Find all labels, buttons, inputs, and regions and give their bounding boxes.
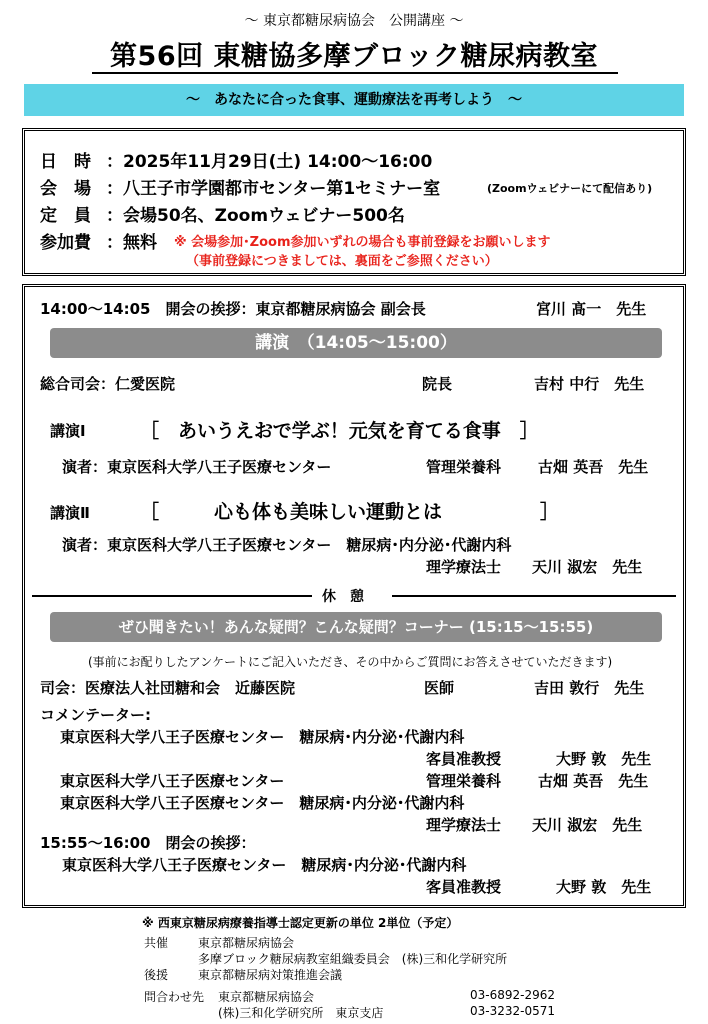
qa-corner-bar: ぜひ聞きたい！あんな疑問？こんな疑問？コーナー (15:15～15:55): [50, 612, 662, 642]
break-label: 休 憩: [322, 589, 364, 605]
support-label: 後援: [144, 968, 169, 982]
date-label: 日 時: [40, 152, 91, 172]
contact-label: 問合わせ先: [144, 990, 205, 1004]
closing-org: 東京医科大学八王子医療センター 糖尿病･内分泌･代謝内科: [62, 856, 467, 874]
venue-label: 会 場: [40, 179, 91, 199]
contact2-phone: 03-3232-0571: [470, 1004, 556, 1018]
closing-label: 15:55～16:00 閉会の挨拶：: [40, 834, 256, 852]
lecture1-label: 講演Ⅰ: [50, 422, 86, 440]
lecture2-name: 天川 淑宏 先生: [532, 558, 643, 576]
commentator2-name: 古畑 英吾 先生: [538, 772, 649, 790]
commentator3-role: 理学療法士: [426, 816, 502, 834]
lecture2-label: 講演Ⅱ: [50, 504, 90, 522]
moderator-name: 吉村 中行 先生: [534, 375, 645, 393]
fee-label: 参加費: [40, 233, 91, 253]
venue-value: ：八王子市学園都市センター第1セミナー室: [106, 179, 441, 199]
host-label: 共催: [144, 936, 169, 950]
qa-mc-label: 司会：医療法人社団糖和会 近藤医院: [40, 679, 296, 697]
commentator2-org: 東京医科大学八王子医療センター: [60, 772, 285, 790]
commentator1-role: 客員准教授: [426, 750, 502, 768]
capacity-value: ：会場50名、Zoomウェビナー500名: [106, 206, 405, 226]
venue-note: (Zoomウェビナーにて配信あり): [487, 182, 653, 195]
break-rule-left: [32, 595, 312, 597]
lecture1-speaker: 演者：東京医科大学八王子医療センター: [62, 458, 332, 476]
contact1-phone: 03-6892-2962: [470, 988, 556, 1002]
fee-value: ：無料: [106, 233, 157, 253]
commentator-label: コメンテーター:: [40, 706, 151, 724]
qa-mc-title: 医師: [424, 679, 455, 697]
host-line-1: 東京都糖尿病協会: [198, 936, 295, 950]
lecture1-dept: 管理栄養科: [426, 458, 502, 476]
opening-speaker: 宮川 髙一 先生: [536, 300, 647, 318]
lecture-section-bar: 講演 （14:05～15:00）: [50, 328, 662, 358]
lecture2-bracket-open: ［: [140, 501, 160, 523]
closing-name: 大野 敦 先生: [556, 878, 652, 896]
opening-line: 14:00～14:05 開会の挨拶：東京都糖尿病協会 副会長: [40, 300, 426, 318]
contact2-org: (株)三和化学研究所 東京支店: [218, 1006, 384, 1020]
date-value: ：2025年11月29日(土) 14:00～16:00: [106, 152, 433, 172]
support-line-1: 東京都糖尿病対策推進会議: [198, 968, 343, 982]
contact1-org: 東京都糖尿病協会: [218, 990, 315, 1004]
commentator2-dept: 管理栄養科: [426, 772, 502, 790]
title-underline: [92, 72, 618, 74]
qa-mc-name: 吉田 敦行 先生: [534, 679, 645, 697]
fee-note-2: （事前登録につきましては、裏面をご参照ください）: [186, 254, 498, 269]
break-rule-right: [392, 595, 676, 597]
page-title: 第56回 東糖協多摩ブロック糖尿病教室: [110, 41, 598, 72]
lecture1-name: 古畑 英吾 先生: [538, 458, 649, 476]
qa-corner-note: (事前にお配りしたアンケートにご記入いただき、その中からご質問にお答えさせていただきます): [88, 655, 613, 669]
lecture1-title: ［ あいうえおで学ぶ！元気を育てる食事 ］: [140, 420, 539, 442]
commentator1-org: 東京医科大学八王子医療センター 糖尿病･内分泌･代謝内科: [60, 728, 465, 746]
lecture2-title: 心も体も美味しい運動とは: [214, 501, 443, 523]
commentator1-name: 大野 敦 先生: [556, 750, 652, 768]
subtitle-banner: ～ あなたに合った食事、運動療法を再考しよう ～: [24, 84, 684, 116]
lecture2-bracket-close: ］: [540, 501, 560, 523]
commentator3-org: 東京医科大学八王子医療センター 糖尿病･内分泌･代謝内科: [60, 794, 465, 812]
series-label: ～ 東京都糖尿病協会 公開講座 ～: [244, 13, 464, 29]
fee-note-1: ※ 会場参加･Zoom参加いずれの場合も事前登録をお願いします: [174, 235, 551, 250]
commentator3-name: 天川 淑宏 先生: [532, 816, 643, 834]
host-line-2: 多摩ブロック糖尿病教室組織委員会 (株)三和化学研究所: [198, 952, 508, 966]
lecture2-speaker: 演者：東京医科大学八王子医療センター 糖尿病･内分泌･代謝内科: [62, 536, 512, 554]
capacity-label: 定 員: [40, 206, 91, 226]
lecture2-role: 理学療法士: [426, 558, 502, 576]
closing-role: 客員准教授: [426, 878, 502, 896]
moderator-label: 総合司会：仁愛医院: [40, 375, 176, 393]
credit-note: ※ 西東京糖尿病療養指導士認定更新の単位 2単位（予定）: [142, 916, 459, 930]
moderator-title: 院長: [422, 375, 453, 393]
